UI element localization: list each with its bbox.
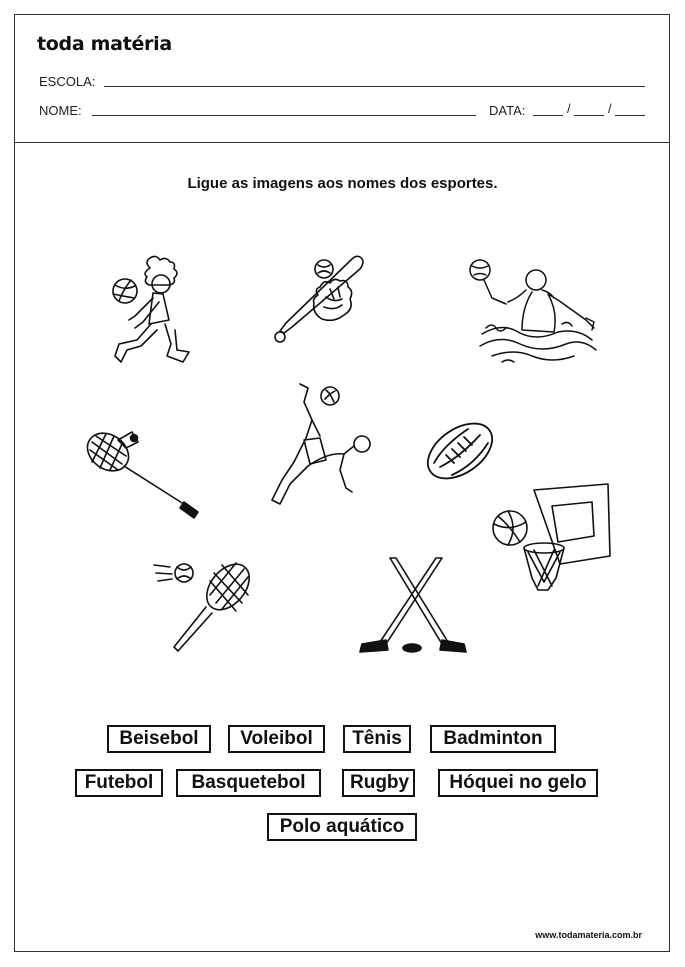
water-polo-player-icon (462, 258, 602, 368)
rugby-ball-icon (424, 415, 496, 487)
baseball-bat-glove-icon (272, 253, 367, 348)
name-label: NOME: (39, 103, 82, 118)
school-label: ESCOLA: (39, 74, 96, 89)
sport-label-basquetebol[interactable]: Basquetebol (176, 769, 321, 797)
name-input-line[interactable] (92, 115, 476, 116)
basketball-hoop-icon (490, 482, 612, 594)
badminton-racket-shuttlecock-icon (84, 428, 202, 520)
sport-label-tenis[interactable]: Tênis (343, 725, 411, 753)
sport-label-polo-aquatico[interactable]: Polo aquático (267, 813, 417, 841)
instruction-text: Ligue as imagens aos nomes dos esportes. (187, 175, 498, 192)
tennis-racket-ball-icon (152, 555, 257, 657)
hockey-sticks-puck-icon (356, 556, 471, 658)
date-day-line[interactable] (533, 115, 563, 116)
date-month-line[interactable] (574, 115, 604, 116)
sport-label-futebol[interactable]: Futebol (75, 769, 163, 797)
date-separator: / (567, 101, 571, 116)
volleyball-player-icon (105, 258, 195, 373)
sport-label-badminton[interactable]: Badminton (430, 725, 556, 753)
date-label: DATA: (489, 103, 526, 118)
footer-url: www.todamateria.com.br (535, 930, 642, 940)
sport-label-rugby[interactable]: Rugby (342, 769, 415, 797)
header-divider (14, 142, 670, 143)
school-input-line[interactable] (104, 86, 645, 87)
sport-label-voleibol[interactable]: Voleibol (228, 725, 325, 753)
soccer-bicycle-kick-icon (268, 380, 378, 510)
date-separator: / (608, 101, 612, 116)
brand-logo: toda matéria (37, 33, 172, 55)
date-year-line[interactable] (615, 115, 645, 116)
sport-label-beisebol[interactable]: Beisebol (107, 725, 211, 753)
sport-label-hoquei-no-gelo[interactable]: Hóquei no gelo (438, 769, 598, 797)
